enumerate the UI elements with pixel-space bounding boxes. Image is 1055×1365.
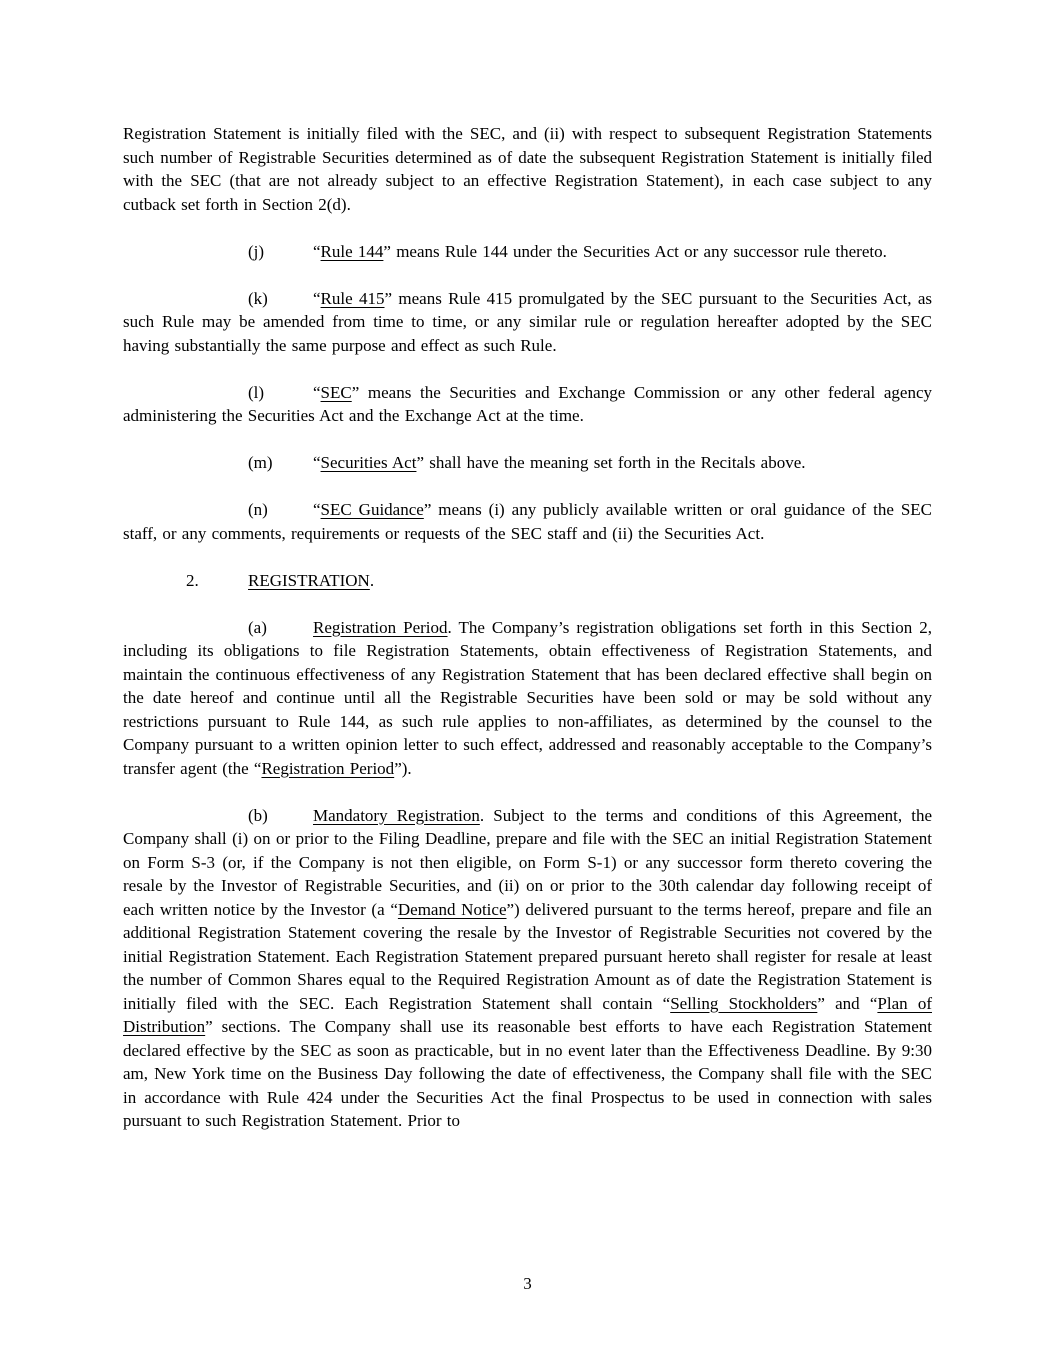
- defined-term: Mandatory Registration: [313, 805, 480, 825]
- text-run: ” means (i) any publicly available written or oral guidance of the SEC staff, or any comments, requirements or requests of the SEC staff and (ii) the Securities Act.: [123, 500, 932, 543]
- defined-term: Demand Notice: [397, 899, 507, 919]
- paragraph-marker: (l): [248, 382, 265, 402]
- text-run: “: [313, 382, 321, 402]
- text-run: . The Company’s registration obligations set forth in this Section 2, including its obligations to file Registration Statements, obtain effectiveness of Registration Statements, and maintain the continuous effectiveness of any Registration Statement that has been declared effective shall begin on the date hereof and continue until all the Registrable Securities have been sold or may be sold without any restrictions pursuant to Rule 144, as such rule applies to non-affiliates, as determined by the counsel to the Company pursuant to a written opinion letter to such effect, addressed and reasonably acceptable to the Company’s transfer agent (the “: [123, 617, 932, 778]
- paragraph-marker: (a): [248, 617, 267, 637]
- paragraph-definition-j: [123, 240, 932, 264]
- paragraph-definition-n: [123, 498, 932, 545]
- defined-term: Registration Period: [313, 617, 448, 637]
- defined-term: SEC Guidance: [320, 500, 424, 519]
- text-run: . Subject to the terms and conditions of this Agreement, the Company shall (i) on or prior to the Filing Deadline, prepare and file with the SEC an initial Registration Statement on Form S-3 (or, if the Company is not then eligible, on Form S-1) or any successor form thereto covering the resale by the Investor of Registrable Securities, and (ii) on or prior to the 30th calendar day following receipt of each written notice by the Investor (a “: [123, 805, 932, 919]
- defined-term: Selling Stockholders: [670, 993, 818, 1013]
- paragraph-marker: (n): [248, 500, 268, 519]
- text-run: “: [313, 500, 321, 519]
- text-run: ”) delivered pursuant to the terms hereof, prepare and file an additional Registration Statement covering the resale by the Investor of Registrable Securities not covered by the initial Registration Statement. Each Registration Statement prepared pursuant hereto shall register for resale at least the number of Common Shares equal to the Required Registration Amount as of date the Registration Statement is initially filed with the SEC. Each Registration Statement shall contain “: [123, 899, 933, 1013]
- text-run: ” shall have the meaning set forth in the Recitals above.: [416, 453, 806, 472]
- paragraph-continuation: [123, 122, 932, 216]
- text-run: “: [313, 453, 321, 472]
- defined-term: Rule 144: [320, 241, 384, 261]
- defined-term: REGISTRATION: [248, 570, 370, 590]
- section-heading-registration: [123, 569, 932, 593]
- page-number: 3: [523, 1274, 532, 1293]
- paragraph-definition-l: [123, 381, 932, 428]
- text-run: ” means the Securities and Exchange Commission or any other federal agency administering the Securities Act and the Exchange Act at the time.: [123, 382, 932, 425]
- paragraph-registration-period: [123, 616, 932, 781]
- paragraph-mandatory-registration: [123, 804, 932, 1133]
- text-run: “: [313, 288, 321, 308]
- paragraph-definition-m: [123, 451, 932, 475]
- defined-term: Rule 415: [320, 288, 385, 308]
- defined-term: SEC: [320, 382, 352, 402]
- paragraph-marker: (j): [248, 241, 265, 261]
- defined-term: Securities Act: [320, 453, 417, 472]
- paragraph-definition-k: [123, 287, 932, 358]
- paragraph-marker: (k): [248, 288, 268, 308]
- text-run: ” and “: [817, 993, 878, 1013]
- text-run: .: [369, 570, 375, 590]
- paragraph-marker: 2.: [186, 570, 199, 590]
- text-run: ” sections. The Company shall use its reasonable best efforts to have each Registration Statement declared effective by the SEC as soon as practicable, but in no event later than the Effectiveness Deadline. By 9:30 am, New York time on the Business Day following the date of effectiveness, the Company shall file with the SEC in accordance with Rule 424 under the Securities Act the final Prospectus to be used in connection with sales pursuant to such Registration Statement. Prior to: [123, 1017, 932, 1130]
- defined-term: Plan of Distribution: [123, 993, 932, 1036]
- text-run: Registration Statement is initially filed with the SEC, and (ii) with respect to subsequent Registration Statements such number of Registrable Securities determined as of date the subsequent Registration Statement is initially filed with the SEC (that are not already subject to an effective Registration Statement), in each case subject to any cutback set forth in Section 2(d).: [123, 124, 932, 214]
- defined-term: Registration Period: [261, 758, 395, 778]
- text-run: ” means Rule 415 promulgated by the SEC pursuant to the Securities Act, as such Rule may be amended from time to time, or any similar rule or regulation hereafter adopted by the SEC having substantially the same purpose and effect as such Rule.: [123, 288, 932, 355]
- text-run: ”).: [394, 758, 412, 778]
- text-run: “: [313, 241, 321, 261]
- text-run: ” means Rule 144 under the Securities Act or any successor rule thereto.: [383, 241, 887, 261]
- paragraph-marker: (m): [248, 453, 273, 472]
- paragraph-marker: (b): [248, 805, 268, 825]
